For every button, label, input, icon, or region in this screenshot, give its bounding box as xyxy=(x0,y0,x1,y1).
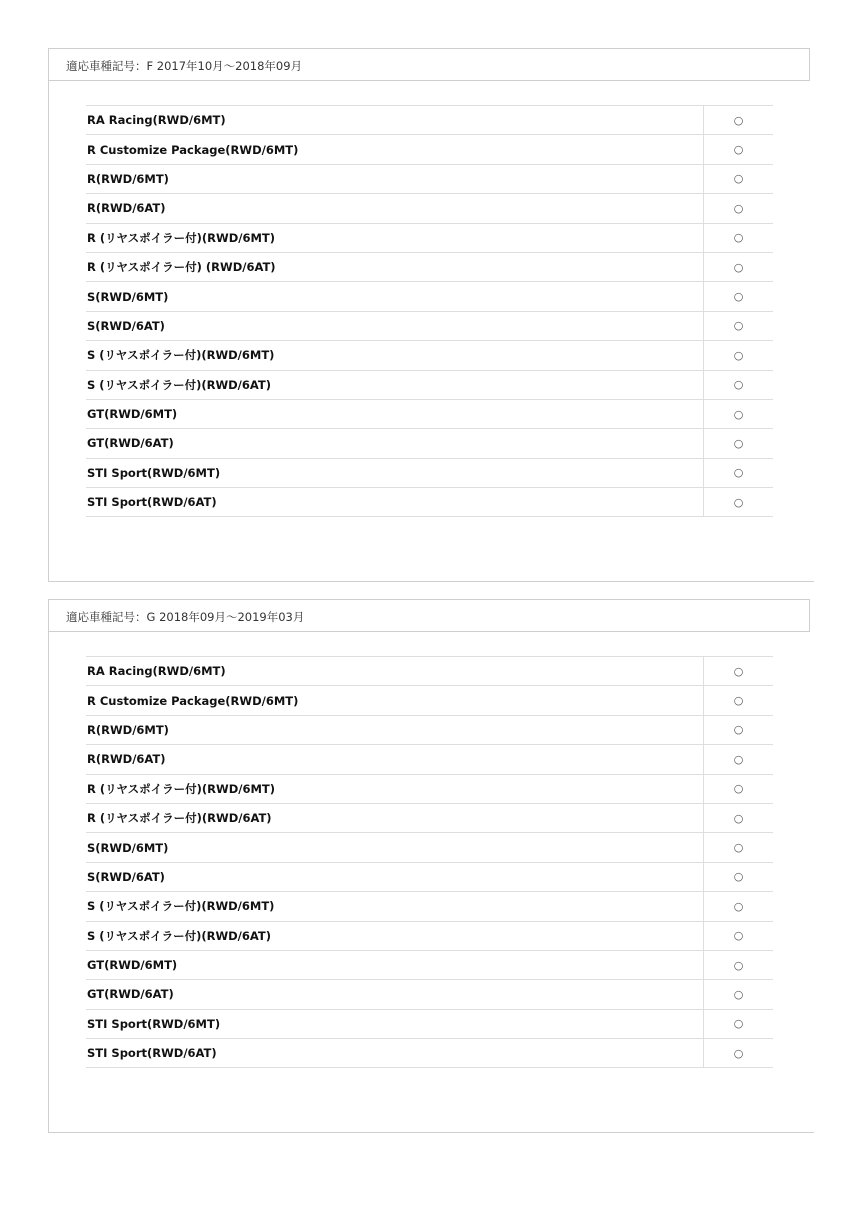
fitment-mark: ○ xyxy=(704,282,774,311)
fitment-section-f xyxy=(48,48,814,582)
grade-name: S (リヤスポイラー付)(RWD/6MT) xyxy=(86,341,704,370)
grade-name: RA Racing(RWD/6MT) xyxy=(86,106,704,135)
grade-name: R (リヤスポイラー付) (RWD/6AT) xyxy=(86,252,704,281)
grade-name: R(RWD/6AT) xyxy=(86,745,704,774)
table-row xyxy=(86,488,773,517)
fitment-section-g xyxy=(48,599,814,1133)
section-title: 適応車種記号：F 2017年10月～2018年09月 xyxy=(66,59,303,73)
table-row xyxy=(86,341,773,370)
table-row xyxy=(86,774,773,803)
table-row xyxy=(86,311,773,340)
table-row xyxy=(86,135,773,164)
grade-name: STI Sport(RWD/6AT) xyxy=(86,488,704,517)
section-title: 適応車種記号：G 2018年09月～2019年03月 xyxy=(66,610,305,624)
table-row xyxy=(86,1039,773,1068)
fitment-mark: ○ xyxy=(704,458,774,487)
table-row xyxy=(86,399,773,428)
grade-name: R(RWD/6MT) xyxy=(86,164,704,193)
grade-name: GT(RWD/6MT) xyxy=(86,950,704,979)
fitment-mark: ○ xyxy=(704,950,774,979)
fitment-mark: ○ xyxy=(704,1039,774,1068)
fitment-mark: ○ xyxy=(704,194,774,223)
fitment-mark: ○ xyxy=(704,745,774,774)
table-row xyxy=(86,921,773,950)
table-row xyxy=(86,1009,773,1038)
table-row xyxy=(86,252,773,281)
table-row xyxy=(86,745,773,774)
grade-name: S (リヤスポイラー付)(RWD/6AT) xyxy=(86,921,704,950)
grade-name: S(RWD/6AT) xyxy=(86,862,704,891)
fitment-mark: ○ xyxy=(704,135,774,164)
fitment-mark: ○ xyxy=(704,311,774,340)
fitment-mark: ○ xyxy=(704,488,774,517)
grade-name: STI Sport(RWD/6MT) xyxy=(86,458,704,487)
grade-name: R Customize Package(RWD/6MT) xyxy=(86,686,704,715)
grade-name: GT(RWD/6AT) xyxy=(86,980,704,1009)
fitment-mark: ○ xyxy=(704,892,774,921)
table-row xyxy=(86,862,773,891)
grade-name: S(RWD/6MT) xyxy=(86,833,704,862)
grade-name: RA Racing(RWD/6MT) xyxy=(86,657,704,686)
table-row xyxy=(86,657,773,686)
section-header xyxy=(48,599,810,632)
table-row xyxy=(86,223,773,252)
fitment-mark: ○ xyxy=(704,774,774,803)
grade-name: S (リヤスポイラー付)(RWD/6MT) xyxy=(86,892,704,921)
fitment-mark: ○ xyxy=(704,106,774,135)
fitment-mark: ○ xyxy=(704,429,774,458)
grade-name: R Customize Package(RWD/6MT) xyxy=(86,135,704,164)
grade-name: S(RWD/6MT) xyxy=(86,282,704,311)
grade-name: R (リヤスポイラー付)(RWD/6AT) xyxy=(86,803,704,832)
table-row xyxy=(86,803,773,832)
fitment-mark: ○ xyxy=(704,341,774,370)
table-row xyxy=(86,106,773,135)
fitment-mark: ○ xyxy=(704,862,774,891)
fitment-mark: ○ xyxy=(704,164,774,193)
grade-table xyxy=(86,656,773,1068)
grade-name: GT(RWD/6MT) xyxy=(86,399,704,428)
fitment-mark: ○ xyxy=(704,803,774,832)
table-row xyxy=(86,950,773,979)
table-row xyxy=(86,370,773,399)
table-row xyxy=(86,282,773,311)
grade-name: R (リヤスポイラー付)(RWD/6MT) xyxy=(86,774,704,803)
fitment-mark: ○ xyxy=(704,980,774,1009)
fitment-mark: ○ xyxy=(704,399,774,428)
table-row xyxy=(86,980,773,1009)
fitment-mark: ○ xyxy=(704,252,774,281)
grade-name: R (リヤスポイラー付)(RWD/6MT) xyxy=(86,223,704,252)
fitment-mark: ○ xyxy=(704,1009,774,1038)
fitment-mark: ○ xyxy=(704,921,774,950)
grade-name: S (リヤスポイラー付)(RWD/6AT) xyxy=(86,370,704,399)
fitment-mark: ○ xyxy=(704,686,774,715)
grade-name: GT(RWD/6AT) xyxy=(86,429,704,458)
fitment-mark: ○ xyxy=(704,370,774,399)
table-row xyxy=(86,833,773,862)
fitment-mark: ○ xyxy=(704,657,774,686)
grade-name: S(RWD/6AT) xyxy=(86,311,704,340)
grade-name: STI Sport(RWD/6MT) xyxy=(86,1009,704,1038)
table-row xyxy=(86,164,773,193)
section-header xyxy=(48,48,810,81)
fitment-mark: ○ xyxy=(704,833,774,862)
table-row xyxy=(86,194,773,223)
fitment-mark: ○ xyxy=(704,715,774,744)
table-row xyxy=(86,892,773,921)
table-row xyxy=(86,715,773,744)
fitment-mark: ○ xyxy=(704,223,774,252)
table-row xyxy=(86,686,773,715)
table-row xyxy=(86,458,773,487)
grade-name: R(RWD/6AT) xyxy=(86,194,704,223)
grade-table xyxy=(86,105,773,517)
table-row xyxy=(86,429,773,458)
grade-name: STI Sport(RWD/6AT) xyxy=(86,1039,704,1068)
grade-name: R(RWD/6MT) xyxy=(86,715,704,744)
